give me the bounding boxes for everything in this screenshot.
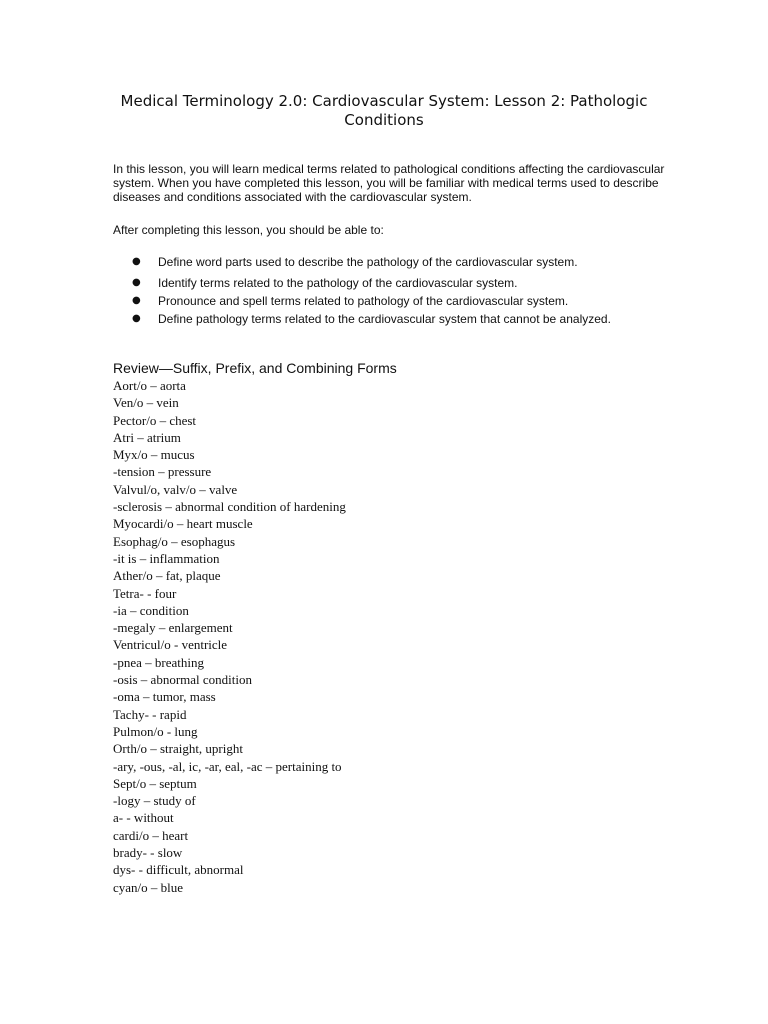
term-item: Pulmon/o - lung bbox=[113, 723, 198, 739]
term-item: Atri – atrium bbox=[113, 429, 181, 445]
term-item: -it is – inflammation bbox=[113, 550, 220, 566]
term-item: -ary, -ous, -al, ic, -ar, eal, -ac – pertaining to bbox=[113, 758, 342, 774]
term-item: -pnea – breathing bbox=[113, 654, 204, 670]
term-item: -ia – condition bbox=[113, 602, 189, 618]
after-completing-text: After completing this lesson, you should be able to: bbox=[113, 223, 384, 237]
term-item: Aort/o – aorta bbox=[113, 378, 186, 393]
term-item: -sclerosis – abnormal condition of hardening bbox=[113, 499, 346, 515]
objective-item bbox=[113, 255, 673, 269]
objective-item bbox=[113, 276, 673, 290]
term-item: dys- - difficult, abnormal bbox=[113, 862, 244, 878]
intro-paragraph: In this lesson, you will learn medical terms related to pathological conditions affecting the cardiovascular system. When you have completed this lesson, you will be familiar with medical terms used to describe diseases and conditions associated with the cardiovascular system. bbox=[113, 162, 665, 204]
term-item: -tension – pressure bbox=[113, 464, 212, 480]
term-item: -megaly – enlargement bbox=[113, 620, 233, 636]
bullet-icon: ● bbox=[132, 277, 141, 288]
term-item: a- - without bbox=[113, 810, 174, 826]
term-item: -osis – abnormal condition bbox=[113, 672, 253, 688]
term-item: Ather/o – fat, plaque bbox=[113, 568, 221, 584]
bullet-icon: ● bbox=[132, 256, 141, 267]
objective-item bbox=[113, 294, 673, 308]
term-item: Myocardi/o – heart muscle bbox=[113, 516, 253, 532]
objective-text: Define word parts used to describe the pathology of the cardiovascular system. bbox=[158, 255, 578, 269]
term-item: -logy – study of bbox=[113, 793, 196, 809]
term-item: Tachy- - rapid bbox=[113, 706, 187, 722]
term-item: Ven/o – vein bbox=[113, 395, 179, 411]
review-heading: Review—Suffix, Prefix, and Combining Forms bbox=[113, 360, 397, 376]
term-item: Sept/o – septum bbox=[113, 775, 197, 791]
objective-text: Identify terms related to the pathology of the cardiovascular system. bbox=[158, 276, 518, 290]
term-item: Esophag/o – esophagus bbox=[113, 533, 236, 549]
term-item: Valvul/o, valv/o – valve bbox=[113, 481, 238, 497]
objective-item bbox=[113, 312, 673, 326]
bullet-icon: ● bbox=[132, 295, 141, 306]
term-item: -oma – tumor, mass bbox=[113, 689, 216, 705]
term-item: cardi/o – heart bbox=[113, 827, 189, 843]
document-title: Medical Terminology 2.0: Cardiovascular System: Lesson 2: Pathologic Conditions bbox=[120, 92, 648, 129]
objective-text: Pronounce and spell terms related to pathology of the cardiovascular system. bbox=[158, 294, 569, 308]
terms-list bbox=[113, 377, 673, 896]
term-item: cyan/o – blue bbox=[113, 879, 184, 895]
bullet-icon: ● bbox=[132, 313, 141, 324]
term-item: Orth/o – straight, upright bbox=[113, 741, 243, 757]
objectives-list bbox=[113, 255, 673, 330]
term-item: Pector/o – chest bbox=[113, 412, 197, 428]
term-item: Ventricul/o - ventricle bbox=[113, 637, 228, 653]
term-item: Myx/o – mucus bbox=[113, 447, 195, 463]
term-item: brady- - slow bbox=[113, 845, 183, 861]
objective-text: Define pathology terms related to the cardiovascular system that cannot be analyzed. bbox=[158, 312, 611, 326]
term-item: Tetra- - four bbox=[113, 585, 177, 601]
